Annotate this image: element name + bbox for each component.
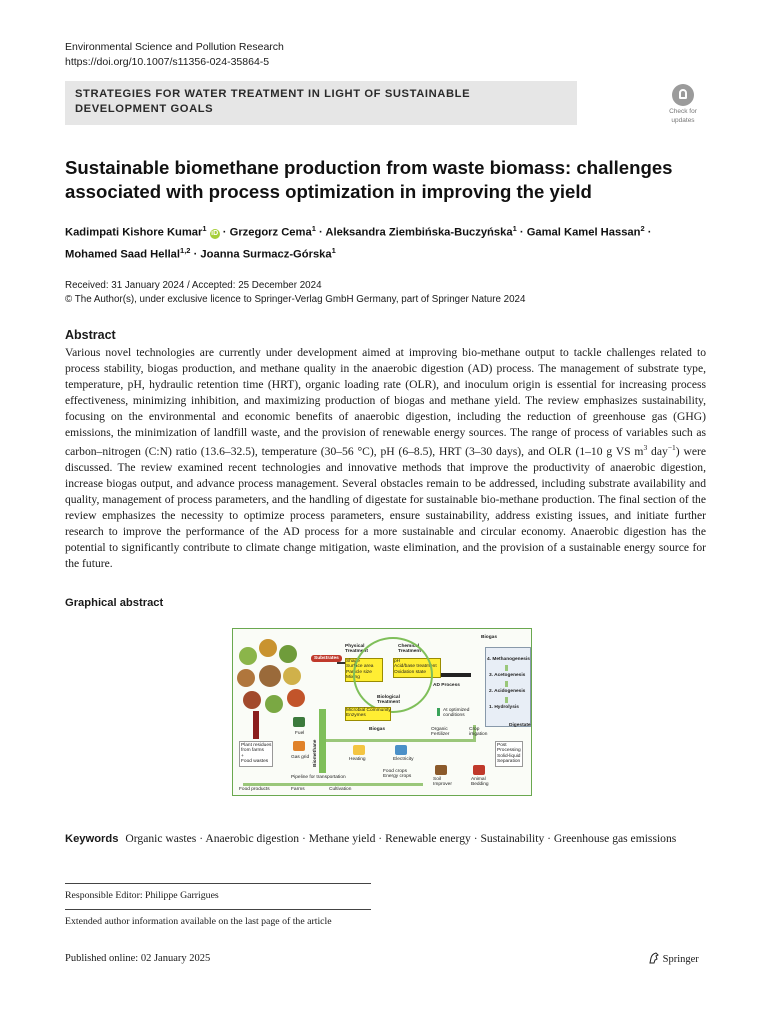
fuel-label: Fuel [295, 731, 305, 736]
substrate-photo [243, 691, 261, 709]
substrate-photo [259, 665, 281, 687]
author-list: Kadimpati Kishore Kumar$^1$ iD · Grzegorz Cema$^1$ · Aleksandra Ziembińska-Buczyńska$^1$ · Gamal Kamel Hassan$^2$ · Mohamed Saad Hellal$^{1,2}$ · Joanna Surmacz-Górska$^1$ [65, 224, 652, 261]
author-affiliation: 1,2 [180, 245, 191, 255]
keyword: Greenhouse gas emissions [553, 832, 677, 845]
abstract-heading: Abstract [65, 328, 116, 342]
check-updates-line1: Check for [669, 108, 697, 115]
substrate-photo [239, 647, 257, 665]
pipeline-label: Pipeline for transportation [291, 775, 346, 780]
chemical-treatment-box: pH Acid/base treatment Oxidation state [393, 658, 441, 678]
graphical-abstract-heading: Graphical abstract [65, 597, 164, 609]
soil-improver-icon [435, 765, 447, 775]
extended-author-info-note: Extended author information available on the last page of the article [65, 916, 332, 927]
springer-horse-icon [648, 952, 660, 964]
unit-superscript: −1 [667, 443, 676, 453]
heating-label: Heating [349, 757, 366, 762]
substrate-photo [287, 689, 305, 707]
ad-process-arrow [441, 673, 471, 677]
physical-treatment-label: Physical Treatment [345, 644, 368, 655]
journal-name: Environmental Science and Pollution Research [65, 41, 284, 53]
substrate-photo [259, 639, 277, 657]
electricity-icon [395, 745, 407, 755]
food-crops-label: Food crops Energy crops [383, 769, 412, 780]
post-processing-label: Post Processing Solid-liquid Separation [495, 741, 523, 767]
biological-treatment-label: Biological Treatment [377, 695, 400, 706]
biogas-header-label: Biogas [481, 635, 497, 640]
keyword: Renewable energy [385, 832, 471, 845]
keywords-label: Keywords [65, 833, 119, 845]
biomethane-label: Biomethane [313, 739, 318, 767]
substrates-label: Substrates [311, 655, 342, 662]
physical-treatment-box: Shape Surface area Particle size Mixing [345, 658, 383, 682]
substrate-photo [237, 669, 255, 687]
animal-bedding-label: Animal Bedding [471, 777, 489, 788]
unit-superscript: 3 [643, 443, 648, 453]
stage-arrow [505, 665, 508, 671]
organic-fertilizer-label: Organic Fertilizer [431, 727, 450, 738]
published-online-date: Published online: 02 January 2025 [65, 953, 211, 964]
substrate-photo [283, 667, 301, 685]
author-name[interactable]: Gamal Kamel Hassan [526, 226, 641, 239]
footnote-divider [65, 883, 371, 884]
food-products-label: Food products [239, 787, 270, 792]
optimized-up-arrow [437, 708, 440, 716]
substrate-photo [279, 645, 297, 663]
farms-label: Farms [291, 787, 305, 792]
biogas-sub-label: Biogas [369, 727, 385, 732]
abstract-text [65, 345, 706, 572]
received-accepted-dates: Received: 31 January 2024 / Accepted: 25 December 2024 [65, 280, 322, 291]
abstract-text-part: day [647, 445, 668, 459]
animal-bedding-icon [473, 765, 485, 775]
orcid-icon[interactable]: iD [211, 229, 219, 237]
author-name[interactable]: Joanna Surmacz-Górska [200, 248, 332, 261]
keyword: Sustainability [480, 832, 545, 845]
publisher-logo[interactable] [648, 952, 699, 965]
topical-collection-banner [65, 81, 577, 125]
crop-irrigation-label: Crop irrigation [469, 727, 488, 738]
article-title: Sustainable biomethane production from waste biomass: challenges associated with process optimization in improving the yield [65, 157, 673, 202]
optimized-conditions-label: At optimized conditions [443, 708, 470, 719]
check-updates-line2: updates [671, 117, 695, 124]
check-for-updates-badge[interactable] [662, 84, 704, 124]
author-name[interactable]: Grzegorz Cema [229, 226, 312, 239]
plant-residues-label: Plant residues from farms + Food wastes [239, 741, 273, 767]
chemical-treatment-label: Chemical Treatment [398, 644, 421, 655]
cultivation-label: Cultivation [329, 787, 352, 792]
author-affiliation: 2 [640, 224, 645, 233]
keywords-section: Keywords Organic wastes · Anaerobic digestion · Methane yield · Renewable energy · Sustainability · Greenhouse gas emissions [65, 832, 677, 845]
banner-text: STRATEGIES FOR WATER TREATMENT IN LIGHT OF SUSTAINABLE DEVELOPMENT GOALS [75, 88, 471, 115]
author-affiliation: 1 [311, 224, 316, 233]
responsible-editor-note: Responsible Editor: Philippe Garrigues [65, 890, 219, 901]
stage-3-label: 3. Acetogenesis [489, 673, 526, 678]
author-name[interactable]: Kadimpati Kishore Kumar [65, 226, 203, 239]
abstract-text-part: Various novel technologies are currently under development aimed at improving bio-methane output to tackle challenges related to process stability, biogas production, and methane quality in the anaerobic digestion (AD) process. The management of substrate type, temperature, pH, hydraulic retention time (HRT), organic loading rate (OLR), and inoculum origin is essential for increasing process effectiveness, minimizing inhibition, and maximizing production of biogas and methane yield. The review emphasizes sustainability, focusing on the environmental and economic benefits of anaerobic digestion, including the reduction of greenhouse gas (GHG) emissions, the minimization of landfill waste, and the provision of renewable energy sources. The range of process of variables such as carbon–nitrogen (C:N) ratio (13.6–32.5), temperature (30–56 °C), pH (6–8.5), HRT (3–30 days), and OLR (1–10 g VS m [65, 346, 706, 459]
gas-grid-icon [293, 741, 305, 751]
stage-arrow [505, 681, 508, 687]
abstract-text-part: ) were discussed. The review examined recent technologies and innovative methods that improve the productivity of anaerobic digestion, increase biogas output, and advance process management. Several obstacles remain to be addressed, including substrate availability and quality, management of process parameters, and the handling of digestate for sustainable bio-methane production. The final section of the review emphasizes the necessity to optimize process parameters, ensure sustainability, address existing issues, and initiate further research to improve the performance of the AD process for a more sustainable and circular economy. Anaerobic digestion has the potential to significantly contribute to climate change mitigation, waste elimination, and the provision of a sustainable energy source for the future. [65, 445, 706, 570]
flow-line [326, 739, 476, 742]
keyword: Anaerobic digestion [205, 832, 300, 845]
author-affiliation: 1 [331, 245, 336, 255]
doi-link[interactable]: https://doi.org/10.1007/s11356-024-35864-5 [65, 56, 270, 68]
soil-improver-label: Soil Improver [433, 777, 452, 788]
gas-grid-label: Gas grid [291, 755, 310, 760]
author-name[interactable]: Mohamed Saad Hellal [65, 248, 181, 261]
electricity-label: Electricity [393, 757, 414, 762]
heating-icon [353, 745, 365, 755]
flow-line [243, 783, 423, 786]
footnote-divider [65, 909, 371, 910]
stage-1-label: 1. Hydrolysis [489, 705, 519, 710]
graphical-abstract-figure [232, 628, 532, 796]
author-affiliation: 1 [512, 224, 517, 233]
ad-process-label: AD Process [433, 683, 460, 688]
biomethane-bar [319, 709, 326, 773]
copyright-notice: © The Author(s), under exclusive licence to Springer-Verlag GmbH Germany, part of Springer Nature 2024 [65, 294, 526, 305]
author-affiliation: 1 [202, 224, 207, 233]
fuel-icon [293, 717, 305, 727]
keyword: Organic wastes [125, 832, 197, 845]
stage-2-label: 2. Acidogenesis [489, 689, 526, 694]
stage-4-label: 4. Methanogenesis [487, 657, 530, 662]
publisher-name: Springer [662, 954, 699, 965]
check-updates-icon [672, 84, 694, 106]
return-arrow [253, 711, 259, 739]
digestate-label: Digestate [509, 723, 531, 728]
keyword: Methane yield [308, 832, 376, 845]
stage-arrow [505, 697, 508, 703]
substrate-photo [265, 695, 283, 713]
author-name[interactable]: Aleksandra Ziembińska-Buczyńska [325, 226, 513, 239]
biological-treatment-box: Microbial Community Enzymes [345, 707, 391, 721]
